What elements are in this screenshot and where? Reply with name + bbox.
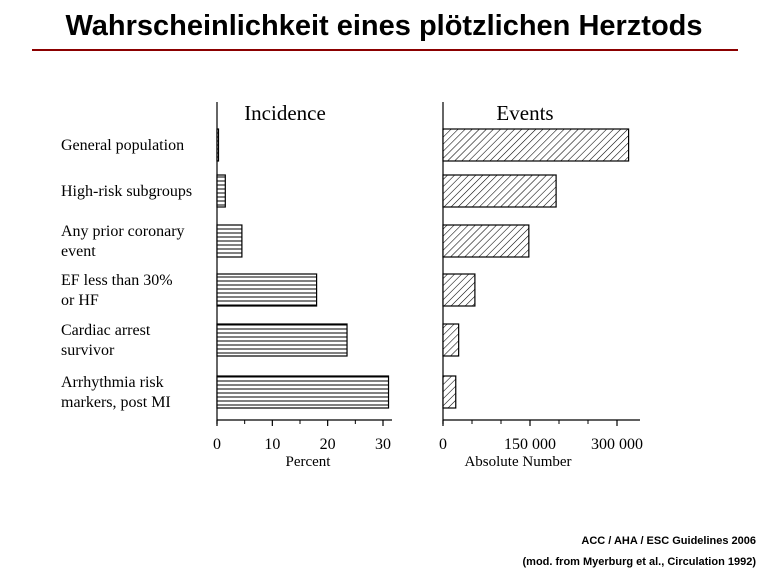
x-axis-title: Percent xyxy=(285,454,331,470)
category-label: survivor xyxy=(61,342,115,359)
category-label: Cardiac arrest xyxy=(61,322,151,339)
tick-label: 0 xyxy=(439,436,447,453)
bar xyxy=(443,175,556,207)
bar xyxy=(217,274,317,306)
category-label: markers, post MI xyxy=(61,394,171,411)
x-axis-title: Absolute Number xyxy=(464,454,572,470)
citation-guidelines: ACC / AHA / ESC Guidelines 2006 xyxy=(581,535,756,547)
category-label: EF less than 30% xyxy=(61,272,173,289)
category-label: Any prior coronary xyxy=(61,223,185,240)
bar xyxy=(443,225,529,257)
bar xyxy=(443,274,475,306)
category-label: High-risk subgroups xyxy=(61,183,193,200)
tick-label: 10 xyxy=(264,436,281,453)
tick-label: 20 xyxy=(319,436,336,453)
bar xyxy=(217,175,225,207)
category-label: event xyxy=(61,243,96,260)
category-label: or HF xyxy=(61,292,99,309)
bar xyxy=(217,129,219,161)
bar xyxy=(443,376,456,408)
slide-title: Wahrscheinlichkeit eines plötzlichen Herztods xyxy=(65,10,703,42)
tick-label: 30 xyxy=(375,436,391,453)
bar xyxy=(217,324,347,356)
tick-label: 0 xyxy=(213,436,221,453)
panel-title: Events xyxy=(496,101,554,125)
bar xyxy=(217,376,389,408)
panel-title: Incidence xyxy=(244,101,326,125)
citation-source: (mod. from Myerburg et al., Circulation 1992) xyxy=(522,556,756,568)
bar xyxy=(443,324,459,356)
tick-label: 150 000 xyxy=(504,436,556,453)
category-label: Arrhythmia risk xyxy=(61,374,164,391)
tick-label: 300 000 xyxy=(591,436,643,453)
bar xyxy=(443,129,629,161)
category-label: General population xyxy=(61,137,185,154)
bar xyxy=(217,225,242,257)
